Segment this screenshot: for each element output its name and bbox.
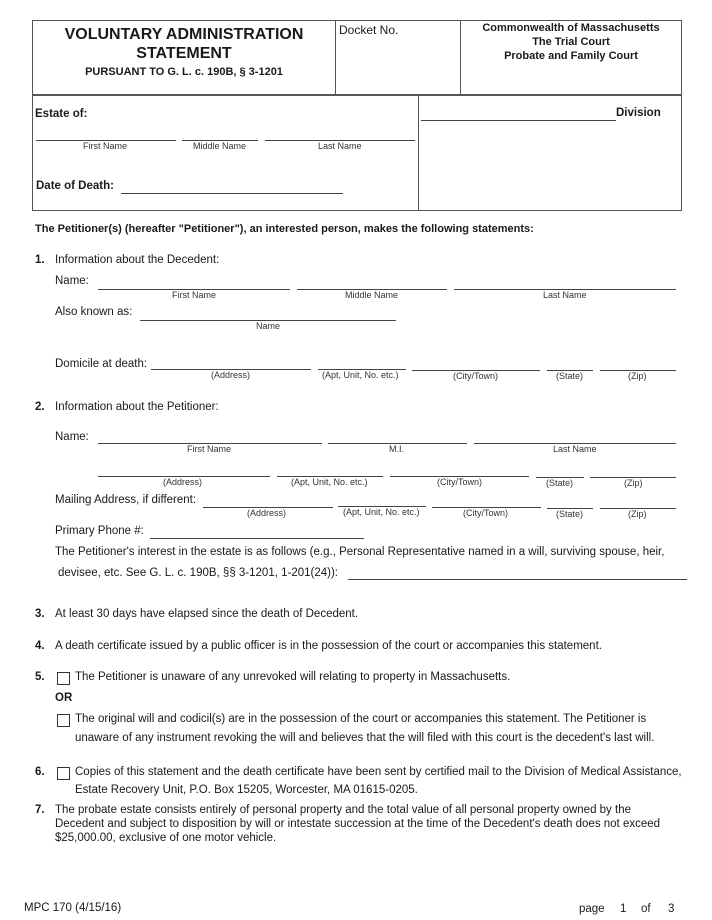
mailing-state-caption: (State) — [556, 509, 584, 519]
domicile-address-caption: (Address) — [211, 370, 251, 380]
primary-phone-field[interactable] — [150, 538, 364, 539]
petitioner-first-name-caption: First Name — [187, 444, 232, 454]
estate-divider — [418, 94, 419, 210]
page-total: 3 — [668, 903, 675, 915]
section-4-number: 4. — [35, 640, 45, 652]
will-filed-checkbox[interactable] — [57, 714, 70, 727]
estate-middle-name-caption: Middle Name — [193, 141, 247, 151]
domicile-zip-caption: (Zip) — [628, 371, 647, 381]
domicile-state-caption: (State) — [556, 371, 584, 381]
no-will-checkbox[interactable] — [57, 672, 70, 685]
estate-first-name-caption: First Name — [83, 141, 128, 151]
aka-caption: Name — [256, 321, 281, 331]
division-field[interactable] — [421, 120, 616, 121]
form-title-line1: VOLUNTARY ADMINISTRATION — [64, 26, 304, 43]
petitioner-last-name-caption: Last Name — [553, 444, 597, 454]
petitioner-name-label: Name: — [55, 431, 89, 443]
date-of-death-field[interactable] — [121, 193, 343, 194]
court-line1: Commonwealth of Massachusetts — [482, 22, 660, 34]
mailing-address-caption: (Address) — [247, 508, 287, 518]
petitioner-apt-caption: (Apt, Unit, No. etc.) — [291, 477, 368, 487]
section-3-text: At least 30 days have elapsed since the death of Decedent. — [55, 608, 359, 620]
mailing-apt-caption: (Apt, Unit, No. etc.) — [343, 507, 420, 517]
section-1-number: 1. — [35, 254, 45, 266]
petitioner-zip-caption: (Zip) — [624, 478, 643, 488]
aka-label: Also known as: — [55, 306, 133, 318]
will-filed-text-line1: The original will and codicil(s) are in the possession of the court or accompanies this statement. The Petitioner is — [75, 713, 647, 725]
docket-field[interactable] — [337, 40, 458, 92]
petitioner-address-caption: (Address) — [163, 477, 203, 487]
page-number: 1 — [620, 903, 627, 915]
section-2-heading: Information about the Petitioner: — [55, 401, 219, 413]
form-subtitle: PURSUANT TO G. L. c. 190B, § 3-1201 — [85, 66, 283, 78]
form-id: MPC 170 (4/15/16) — [24, 902, 122, 914]
primary-phone-label: Primary Phone #: — [55, 525, 144, 537]
mailing-zip-caption: (Zip) — [628, 509, 647, 519]
section-3-number: 3. — [35, 608, 45, 620]
section-2-number: 2. — [35, 401, 45, 413]
section-5-number: 5. — [35, 671, 45, 683]
section-6-number: 6. — [35, 766, 45, 778]
court-line3: Probate and Family Court — [504, 50, 638, 62]
court-line2: The Trial Court — [532, 36, 610, 48]
mailing-city-caption: (City/Town) — [463, 508, 509, 518]
section-7-text-line3: $25,000.00, exclusive of one motor vehicle. — [55, 832, 277, 844]
docket-label: Docket No. — [339, 23, 399, 37]
domicile-label: Domicile at death: — [55, 358, 148, 370]
copies-sent-checkbox[interactable] — [57, 767, 70, 780]
section-6-text-line1: Copies of this statement and the death certificate have been sent by certified mail to the Division of Medical Assistance, — [75, 766, 682, 778]
section-7-text-line1: The probate estate consists entirely of personal property and the total value of all personal property owned by the — [55, 804, 631, 816]
petitioner-state-caption: (State) — [546, 478, 574, 488]
division-label: Division — [616, 107, 661, 119]
section-4-text: A death certificate issued by a public officer is in the possession of the court or accompanies this statement. — [55, 640, 602, 652]
date-of-death-label: Date of Death: — [36, 180, 114, 192]
decedent-last-name-caption: Last Name — [543, 290, 587, 300]
intro-statement: The Petitioner(s) (hereafter "Petitioner"), an interested person, makes the following statements: — [35, 223, 534, 235]
will-filed-text-line2: unaware of any instrument revoking the will and believes that the will filed with this court is the decedent's last will. — [75, 732, 655, 744]
interest-statement-line2: devisee, etc. See G. L. c. 190B, §§ 3-1201, 1-201(24)): — [58, 567, 338, 579]
domicile-city-caption: (City/Town) — [453, 371, 499, 381]
page-label: page — [579, 903, 605, 915]
interest-statement-line1: The Petitioner's interest in the estate is as follows (e.g., Personal Representative named in a will, surviving spouse, heir, — [55, 546, 665, 558]
header-divider-2 — [460, 20, 461, 95]
section-1-heading: Information about the Decedent: — [55, 254, 220, 266]
section-7-text-line2: Decedent and subject to disposition by will or intestate succession at the time of the Decedent's death does not exceed — [55, 818, 661, 830]
estate-last-name-caption: Last Name — [318, 141, 362, 151]
decedent-first-name-caption: First Name — [172, 290, 217, 300]
mailing-address-label: Mailing Address, if different: — [55, 494, 197, 506]
or-label: OR — [55, 692, 73, 704]
petitioner-city-caption: (City/Town) — [437, 477, 483, 487]
decedent-name-label: Name: — [55, 275, 89, 287]
section-6-text-line2: Estate Recovery Unit, P.O. Box 15205, Worcester, MA 01615-0205. — [75, 784, 418, 796]
interest-field[interactable] — [348, 579, 687, 580]
decedent-middle-name-caption: Middle Name — [345, 290, 399, 300]
no-will-text: The Petitioner is unaware of any unrevoked will relating to property in Massachusetts. — [75, 671, 511, 683]
of-label: of — [641, 903, 651, 915]
petitioner-mi-caption: M.I. — [389, 444, 404, 454]
estate-of-label: Estate of: — [35, 108, 88, 120]
form-title-line2: STATEMENT — [136, 45, 232, 62]
section-7-number: 7. — [35, 804, 45, 816]
domicile-apt-caption: (Apt, Unit, No. etc.) — [322, 370, 399, 380]
